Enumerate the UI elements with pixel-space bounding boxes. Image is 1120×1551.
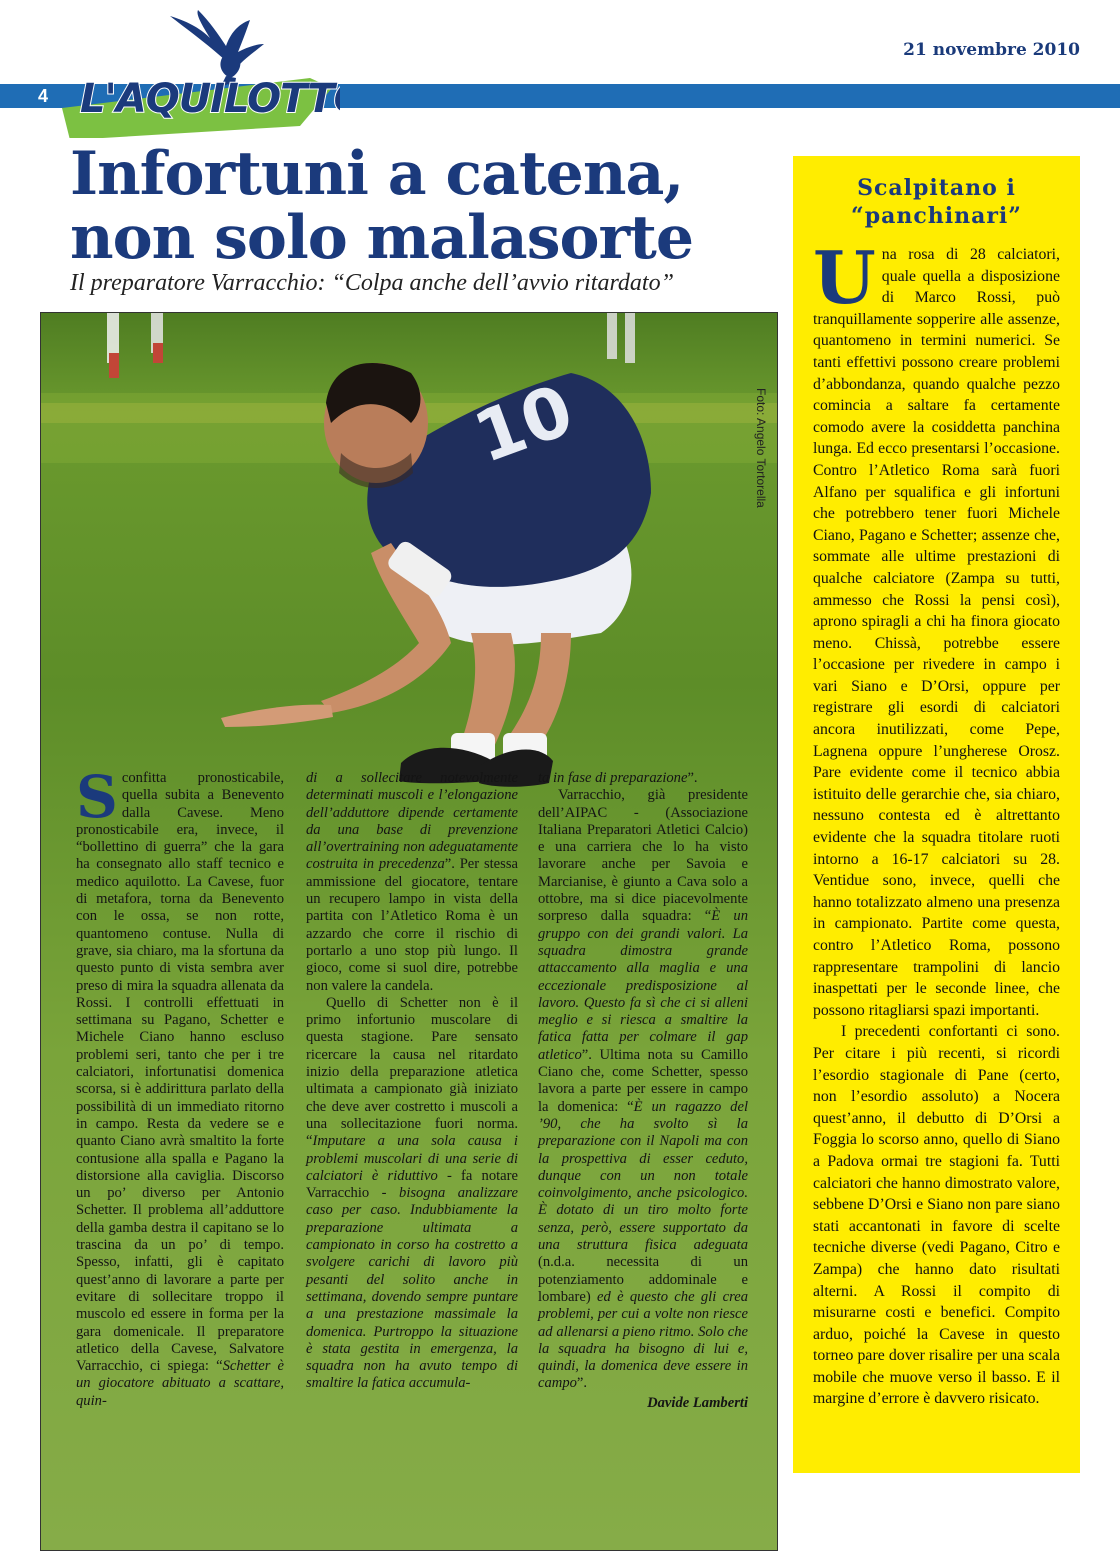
col3-text-2: Varracchio, già presidente dell’AIPAC - (Associazione Italiana Preparatori Atletici Calcio) e una carriera che lo ha visto lavorare anche per Savoia e Marcianise, è giunto a Cava solo a ottobre, ma si dice piacevolmente sorpreso dalla squadra: “	[538, 787, 748, 925]
sidebar-title	[813, 174, 1060, 230]
sidebar-para-2: I precedenti confortanti ci sono. Per citare i più recenti, si ricordi l’esordio stagionale di Pane (certo, non l’esordio assoluto) a Nocera quest’anno, il debutto di D’Orsi a Foggia lo scorso anno, quello di Siano a Padova ormai tre stagioni fa. Tutti calciatori che hanno dimostrato valore, sebbene D’Orsi e Siano non pare siano stati accantonati in favore di scelte tecniche diverse (vedi Pagano, Citro e Zampa) che hanno dato risultati alterni. A Rossi il compito di misurarne costi e benefici. Compito arduo, poiché la Cavese in questo torneo pare dover risalire per una scala mobile che muove verso il basso. E il margine d’errore è davvero risicato.	[813, 1023, 1060, 1408]
sidebar-title-line-1: Scalpitano i	[857, 175, 1016, 201]
article-author: Davide Lamberti	[647, 1394, 748, 1411]
sidebar-body	[813, 235, 1060, 1410]
article-column-1	[76, 763, 284, 1410]
col3-text-5: ”.	[576, 1375, 588, 1392]
logo-text: L'AQUILOTTO	[80, 76, 340, 122]
photo-credit: Foto: Angelo Tortorella	[754, 388, 768, 508]
col1-text: confitta pronosticabile, quella subita a Benevento dalla Cavese. Meno pronosticabile era, invece, il “bollettino di guerra” che la gara ha consegnato allo staff tecnico e medico aquilotto. La Cavese, fuor di metafora, torna da Benevento con le ossa, se non rotte, quantomeno contuse. Nulla di grave, sia chiaro, ma la sfortuna da questo punto di vista sembra aver preso di mira la squadra allenata da Rossi. I controlli effettuati in settimana su Pagano, Schetter e Michele Ciano hanno escluso problemi seri, tanto che per i tre calciatori, infortunatisi domenica scorsa, si è addirittura parlato della possibilità di un immediato ritorno in campo. Resta da vedere se e quanto Ciano avrà smaltito la forte contusione alla spalla e Pagano la distorsione alla caviglia. Discorso un po’ diverso per Antonio Schetter. Il problema all’adduttore della gamba destra il capitano se lo trascina da un po’ di tempo. Spesso, infatti, gli è capitato quest’anno di lavorare a parte per evitare di sollecitare troppo il muscolo ed essere in forma per la gara domenicale. Il preparatore atletico della Cavese, Salvatore Varracchio, ci spiega: “	[76, 770, 284, 1375]
col1-quote: Schetter è un giocatore abituato a scattare, quin-	[76, 1358, 284, 1409]
drop-cap: S	[76, 763, 118, 831]
sidebar-para-1: na rosa di 28 calciatori, quale quella a disposizione di Marco Rossi, può tranquillamente sopperire alle assenze, quantomeno in termini numerici. Se tanti effettivi possono creare problemi d’abbondanza, quando qualche pezzo comincia a saltare fa certamente comodo avere la cosiddetta panchina lunga. Ed ecco presentarsi l’occasione. Contro l’Atletico Roma sarà fuori Alfano per squalifica e gli infortuni che potrebbero tener fuori Michele Ciano, Pagano e Schetter; assenze che, sommate alle ultime prestazioni di qualche calciatore (Zampa su tutti, ammesso che Rossi la pensi così), aprono spiragli a chi ha finora giocato meno. Chissà, potrebbe essere l’occasione per rivedere in campo i vari Siano e D’Orsi, oppure per registrare gli esordi di calciatori ancora inutilizzati, come Pepe, Lagnena oppure l’ungherese Orosz. Pare evidente come il tecnico abbia istituito delle gerarchie che, sia chiaro, nessuno contesta ed è altrettanto evidente che la squadra titolare ruoti intorno a 16-17 calciatori su 28. Ventidue sono, invece, quelli che hanno totalizzato almeno una presenza in campionato. Partite come questa, contro l’Atletico Roma, possono rappresentare trampolini di lancio inaspettati per le seconde linee, che possono ritagliarsi spazi importanti.	[813, 246, 1060, 1019]
col2-quote-2: Imputare a una sola causa i problemi muscolari di una serie di calciatori è riduttivo	[306, 1133, 518, 1184]
col2-text-3: - fa notare Varracchio -	[306, 1167, 518, 1202]
article-headline	[70, 139, 770, 273]
issue-date: 21 novembre 2010	[903, 40, 1080, 60]
col3-text-1: ”.	[687, 770, 698, 786]
col3-quote-1: ta in fase di preparazione	[538, 770, 688, 786]
col3-text-4: (n.d.a. necessita di un potenziamento addominale e lombare)	[538, 1254, 748, 1305]
shirt-number: 10	[463, 368, 584, 479]
page-number: 4	[38, 86, 49, 106]
headline-line-1: Infortuni a catena,	[70, 139, 684, 209]
article-subheadline: Il preparatore Varracchio: “Colpa anche dell’avvio ritardato”	[70, 270, 674, 296]
sidebar-drop-cap: U	[813, 235, 876, 320]
headline-line-2: non solo malasorte	[70, 203, 693, 273]
col3-text-3: ”. Ultima nota su Camillo Ciano che, come Schetter, spesso lavora a parte per essere in campo la domenica: “	[538, 1046, 748, 1115]
col3-quote-4: ed è questo che gli crea problemi, per cui a volte non riesce ad allenarsi a pieno ritmo. Solo che la squadra ha bisogno di lui e, quindi, la domenica deve essere in campo	[538, 1288, 748, 1392]
col2-text-2: Quello di Schetter non è il primo infortunio muscolare di questa stagione. Pare sensato ricercare la causa nel ritardato inizio della preparazione atletica ultimata a campionato già iniziato che deve aver costretto i muscoli a una sollecitazione fuori norma. “	[306, 994, 518, 1150]
col3-quote-2: È un gruppo con dei grandi valori. La squadra dimostra grande attaccamento alla maglia e una eccezionale predisposizione al lavoro. Questo fa sì che ci si alleni meglio e si riesca a smaltire la fatica fatta per colmare il gap atletico	[538, 908, 748, 1063]
article-column-2	[306, 770, 518, 1393]
col2-quote-1: di a sollecitare notevolmente determinati muscoli e l’elongazione dell’adduttore dipende certamente da una base di prevenzione all’overtraining non adeguatamente costruita in precedenza	[306, 770, 518, 873]
sidebar-title-line-2: “panchinari”	[851, 203, 1022, 229]
article-column-3	[538, 770, 748, 1412]
masthead-logo	[50, 8, 340, 138]
sidebar-box	[793, 156, 1080, 1473]
col2-text-1: ”. Per stessa ammissione del giocatore, tentare un recupero lampo in vista della partita con l’Atletico Roma è un azzardo che corre il rischio di portarlo a uno stop più lungo. Il gioco, come si suol dire, potrebbe non valere la candela.	[306, 856, 518, 994]
col3-quote-3: È un ragazzo del ’90, che ha svolto sì la preparazione con il Napoli ma con la prospettiva di esser ceduto, dunque con un non totale coinvolgimento, anche psicologico. È dotato di un tiro molto forte senza, però, essere supportato da una struttura fisica adeguata	[538, 1098, 748, 1254]
col2-quote-3: bisogna analizzare caso per caso. Indubbiamente la preparazione ultimata a campionato in corso ha costretto a svolgere carichi di lavoro più pesanti del solito anche in settimana, dovendo sempre puntare a una prestazione massimale la domenica. Purtroppo la situazione è stata gestita in emergenza, la squadra non ha avuto tempo di smaltire la fatica accumula-	[306, 1185, 519, 1392]
